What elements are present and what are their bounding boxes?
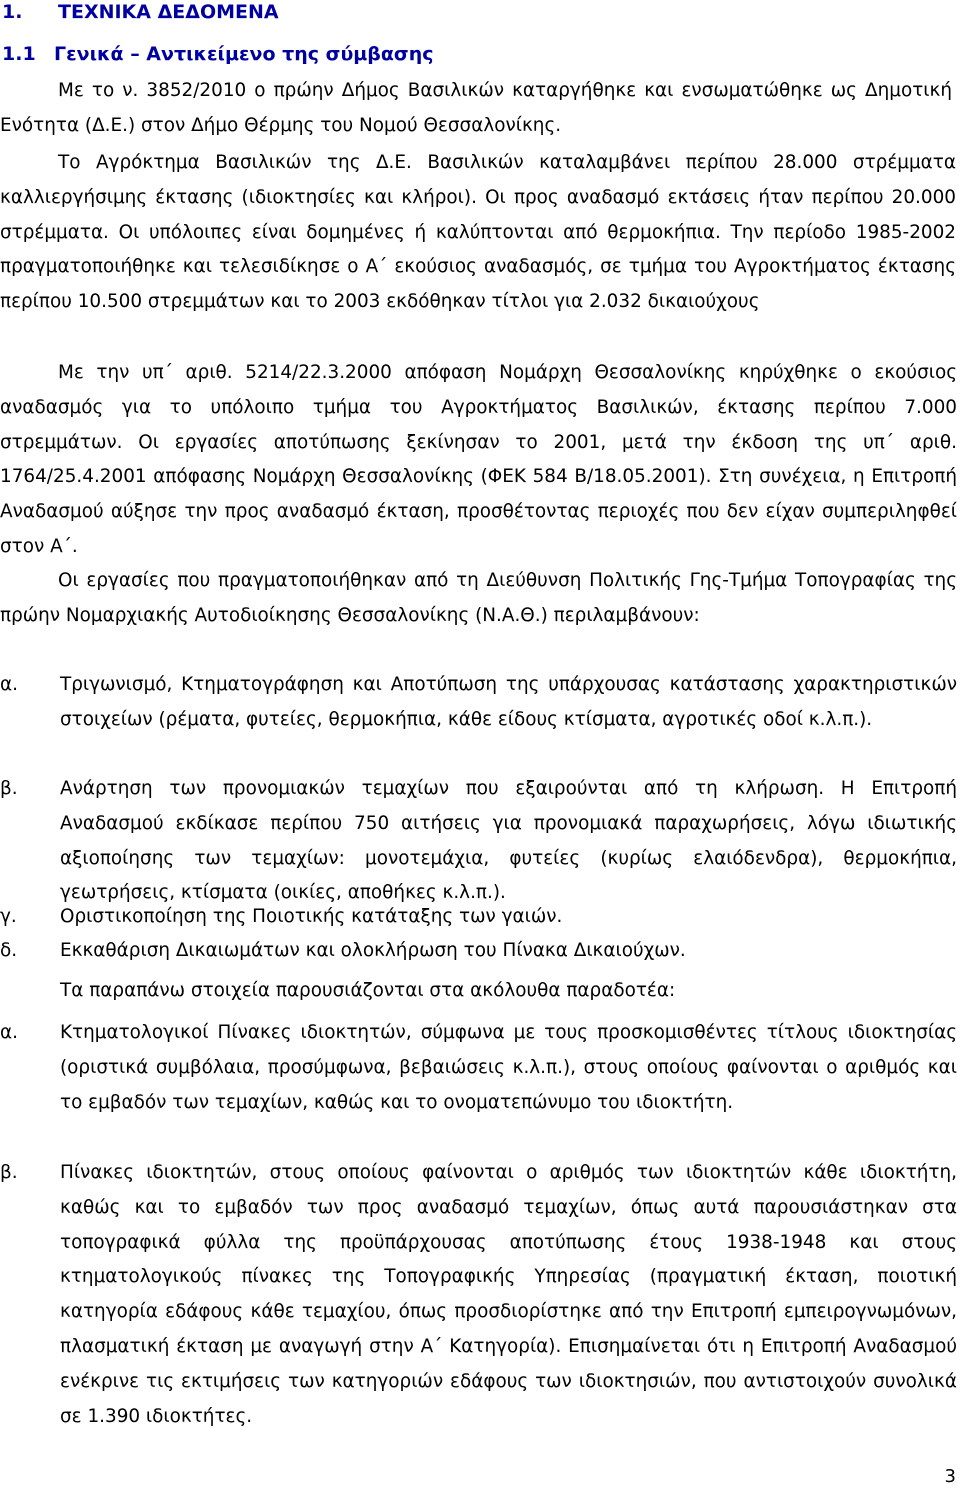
- section-heading: [2, 0, 279, 24]
- works-item-text: Ανάρτηση των προνομιακών τεμαχίων που εξαιρούνται από τη κλήρωση. Η Επιτροπή Αναδασμού εκδίκασε περίπου 750 αιτήσεις για προνομιακά παραχωρήσεις, λόγω ιδιωτικής αξιοποίησης των τεμαχίων: μονοτεμάχια, φυτείες (κυρίως ελαιόδενδρα), θερμοκήπια, γεωτρήσεις, κτίσματα (οικίες, αποθήκες κ.λ.π.).: [60, 778, 957, 904]
- paragraph-estate-area: Το Αγρόκτημα Βασιλικών της Δ.Ε. Βασιλικών καταλαμβάνει περίπου 28.000 στρέμματα καλλιεργήσιμης έκτασης (ιδιοκτησίες και κλήροι). Οι προς αναδασμό εκτάσεις ήταν περίπου 20.000 στρέμματα. Οι υπόλοιπες είναι δομημένες ή καλύπτονται από θερμοκήπια. Την περίοδο 1985-2002 πραγματοποιήθηκε και τελεσιδίκησε ο Α΄ εκούσιος αναδασμός, σε τμήμα του Αγροκτήματος έκτασης περίπου 10.500 στρεμμάτων και το 2003 εκδόθηκαν τίτλοι για 2.032 δικαιούχους: [0, 152, 956, 313]
- works-item-marker: δ.: [0, 940, 18, 961]
- deliverable-item-b: [0, 1156, 957, 1434]
- subsection-number: 1.1: [2, 43, 36, 65]
- works-item-text: Οριστικοποίηση της Ποιοτικής κατάταξης των γαιών.: [60, 906, 563, 927]
- works-item-a: [0, 668, 957, 738]
- subsection-heading: [2, 42, 434, 66]
- works-item-text: Τριγωνισμό, Κτηματογράφηση και Αποτύπωση της υπάρχουσας κατάστασης χαρακτηριστικών στοιχείων (ρέματα, φυτείες, θερμοκήπια, κάθε είδους κτίσματα, αγροτικές οδοί κ.λ.π.).: [60, 674, 957, 730]
- section-title: ΤΕΧΝΙΚΑ ΔΕΔΟΜΕΝΑ: [58, 1, 279, 23]
- works-item-d: [0, 934, 957, 969]
- deliverable-item-text: Κτηματολογικοί Πίνακες ιδιοκτητών, σύμφωνα με τους προσκομισθέντες τίτλους ιδιοκτησίας (οριστικά συμβόλαια, προσύμφωνα, βεβαιώσεις κ.λ.π.), στους οποίους φαίνονται ο αριθμός και το εμβαδόν των τεμαχίων, καθώς και το ονοματεπώνυμο του ιδιοκτήτη.: [60, 1022, 957, 1113]
- paragraph-voluntary-redistribution: Με την υπ΄ αριθ. 5214/22.3.2000 απόφαση Νομάρχη Θεσσαλονίκης κηρύχθηκε ο εκούσιος αναδασμός για το υπόλοιπο τμήμα του Αγροκτήματος Βασιλικών, έκτασης περίπου 7.000 στρεμμάτων. Οι εργασίες αποτύπωσης ξεκίνησαν το 2001, μετά την έκδοση της υπ΄ αριθ. 1764/25.4.2001 απόφασης Νομάρχη Θεσσαλονίκης (ΦΕΚ 584 Β/18.05.2001). Στη συνέχεια, η Επιτροπή Αναδασμού αύξησε την προς αναδασμό έκταση, προσθέτοντας περιοχές που δεν είχαν συμπεριληφθεί στον Α΄.: [0, 362, 957, 557]
- works-item-marker: γ.: [0, 906, 17, 927]
- deliverable-item-text: Πίνακες ιδιοκτητών, στους οποίους φαίνονται ο αριθμός των ιδιοκτητών κάθε ιδιοκτήτη, καθώς και το εμβαδόν των προς αναδασμό τεμαχίων, όπως αυτά παρουσιάστηκαν στα τοπογραφικά φύλλα της προϋπάρχουσας αποτύπωσης έτους 1938-1948 και στους κτηματολογικούς πίνακες της Τοπογραφικής Υπηρεσίας (πραγματική έκταση, ποιοτική κατηγορία εδάφους κάθε τεμαχίου, όπως προσδιορίστηκε από την Επιτροπή εμπειρογνωμόνων, πλασματική έκταση με αναγωγή στην Α΄ Κατηγορία). Επισημαίνεται ότι η Επιτροπή Αναδασμού ενέκρινε τις εκτιμήσεις των κατηγοριών εδάφους των ιδιοκτησιών, που αντιστοιχούν συνολικά σε 1.390 ιδιοκτήτες.: [60, 1162, 957, 1427]
- deliverable-item-marker: α.: [0, 1022, 18, 1043]
- works-item-c: [0, 900, 957, 935]
- works-item-text: Εκκαθάριση Δικαιωμάτων και ολοκλήρωση του Πίνακα Δικαιούχων.: [60, 940, 686, 961]
- deliverable-item-a: [0, 1016, 957, 1120]
- paragraph-works-intro: Οι εργασίες που πραγματοποιήθηκαν από τη Διεύθυνση Πολιτικής Γης-Τμήμα Τοπογραφίας της πρώην Νομαρχιακής Αυτοδιοίκησης Θεσσαλονίκης (Ν.Α.Θ.) περιλαμβάνουν:: [0, 570, 957, 626]
- page-number: 3: [944, 1466, 956, 1487]
- works-item-marker: β.: [0, 778, 18, 799]
- subsection-title: Γενικά – Αντικείμενο της σύμβασης: [54, 43, 434, 65]
- section-number: 1.: [2, 1, 23, 23]
- paragraph-deliverables-intro: Τα παραπάνω στοιχεία παρουσιάζονται στα ακόλουθα παραδοτέα:: [60, 980, 676, 1001]
- works-item-marker: α.: [0, 674, 18, 695]
- deliverable-item-marker: β.: [0, 1162, 18, 1183]
- works-item-b: [0, 772, 957, 911]
- paragraph-law-merger: Με το ν. 3852/2010 ο πρώην Δήμος Βασιλικών καταργήθηκε και ενσωματώθηκε ως Δημοτική Ενότητα (Δ.Ε.) στον Δήμο Θέρμης του Νομού Θεσσαλονίκης.: [0, 80, 952, 136]
